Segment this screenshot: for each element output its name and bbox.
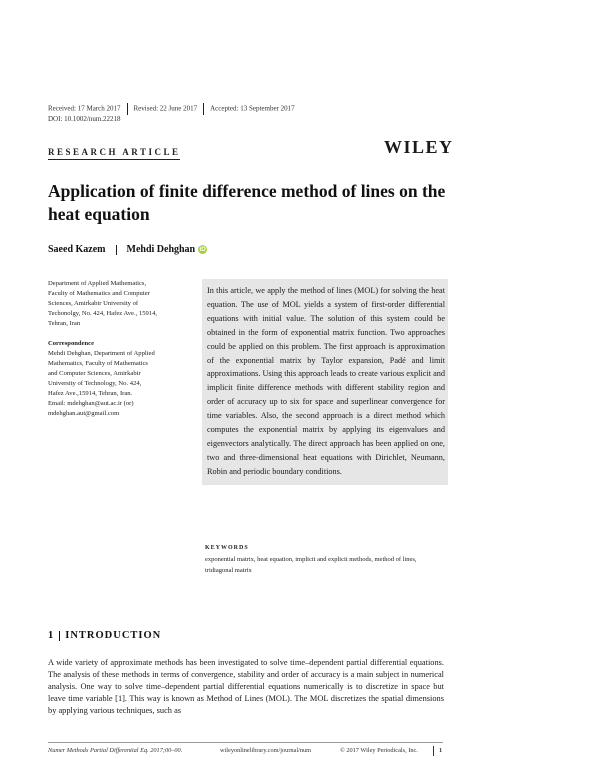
publication-dates xyxy=(48,103,295,115)
journal-url[interactable]: wileyonlinelibrary.com/journal/num xyxy=(220,747,312,754)
divider xyxy=(127,103,128,115)
abstract-box: In this article, we apply the method of lines (MOL) for solving the heat equation. The use of MOL yields a system of first-order differential equations with initial value. The solution of this system could be obtained in the form of exponential matrix function. Two approaches could be applied on this problem. The first approach is approximation of the exponential matrix by Taylor expansion, Padé and limit approximations. Using this approach leads to create various explicit and implicit finite difference methods with different stability region and order of accuracy up to six for space and superlinear convergence for time variables. Also, the second approach is a direct method which computes the exponential matrix by applying its eigenvalues and eigenvectors analytically. The direct approach has been applied on one, two and three-dimensional heat equations with Dirichlet, Neumann, Robin and periodic boundary conditions. xyxy=(202,279,448,485)
correspondence-line: Mathematics, Faculty of Mathematics xyxy=(48,360,148,367)
page-number: 1 xyxy=(439,747,443,754)
paper-title: Application of finite difference method of lines on the heat equation xyxy=(48,181,446,224)
divider xyxy=(116,245,117,255)
correspondence xyxy=(48,349,198,419)
divider xyxy=(433,746,434,756)
received-date: Received: 17 March 2017 xyxy=(48,104,121,113)
correspondence-heading: Correspondence xyxy=(48,340,95,347)
journal-citation: Numer Methods Partial Differential Eq. 2017;00–00. xyxy=(48,747,183,754)
affiliation-line: Techonolgy, No. 424, Hafez Ave., 15914, xyxy=(48,310,158,317)
keywords-text: exponential matrix, heat equation, implicit and explicit methods, method of lines, tridiagonal matrix xyxy=(205,556,417,574)
copyright: © 2017 Wiley Periodicals, Inc. xyxy=(340,747,418,754)
correspondence-line: and Computer Sciences, Amirkabir xyxy=(48,370,141,377)
affiliation-column xyxy=(48,279,198,419)
keywords-block xyxy=(205,545,445,576)
divider xyxy=(59,631,60,641)
introduction-paragraph: A wide variety of approximate methods has been investigated to solve time–dependent partial differential equations. The analysis of these methods in terms of convergence, stability and order of accuracy is a main subject in numerical analysis. One way to solve time–dependent partial differential equations numerically is to discretize in space but leave time variable [1]. This way is known as Method of Lines (MOL). The MOL discretizes the spatial dimensions by applying various techniques, such as xyxy=(48,658,444,716)
correspondence-email[interactable]: Email: mdehghan@aut.ac.ir (or) xyxy=(48,400,134,407)
author-name[interactable]: Saeed Kazem xyxy=(48,244,106,255)
doi[interactable]: DOI: 10.1002/num.22218 xyxy=(48,115,121,123)
affiliation-line: Sciences, Amirkabir University of xyxy=(48,300,139,307)
author-name[interactable]: Mehdi Dehghan xyxy=(126,244,196,255)
article-type-label: RESEARCH ARTICLE xyxy=(48,147,180,160)
correspondence-line: University of Technology, No. 424, xyxy=(48,380,142,387)
affiliation-line: Faculty of Mathematics and Computer xyxy=(48,290,150,297)
affiliation-line: Department of Applied Mathematics, xyxy=(48,280,147,287)
accepted-date: Accepted: 13 September 2017 xyxy=(210,104,295,113)
section-heading xyxy=(48,630,161,641)
page-footer xyxy=(48,742,443,759)
correspondence-line: Mehdi Dehghan, Department of Applied xyxy=(48,350,155,357)
affiliation-line: Tehran, Iran xyxy=(48,320,81,327)
correspondence-line: Hafez Ave.,15914, Tehran, Iran. xyxy=(48,390,133,397)
section-title: INTRODUCTION xyxy=(65,630,162,641)
author-list xyxy=(48,244,207,255)
keywords-heading: KEYWORDS xyxy=(205,545,249,551)
section-number: 1 xyxy=(48,630,55,641)
divider xyxy=(203,103,204,115)
publisher-logo: WILEY xyxy=(384,137,454,157)
orcid-icon[interactable]: iD xyxy=(199,246,206,254)
affiliation xyxy=(48,279,198,329)
revised-date: Revised: 22 June 2017 xyxy=(133,104,198,113)
correspondence-email[interactable]: mdehghan.aut@gmail.com xyxy=(48,410,120,417)
